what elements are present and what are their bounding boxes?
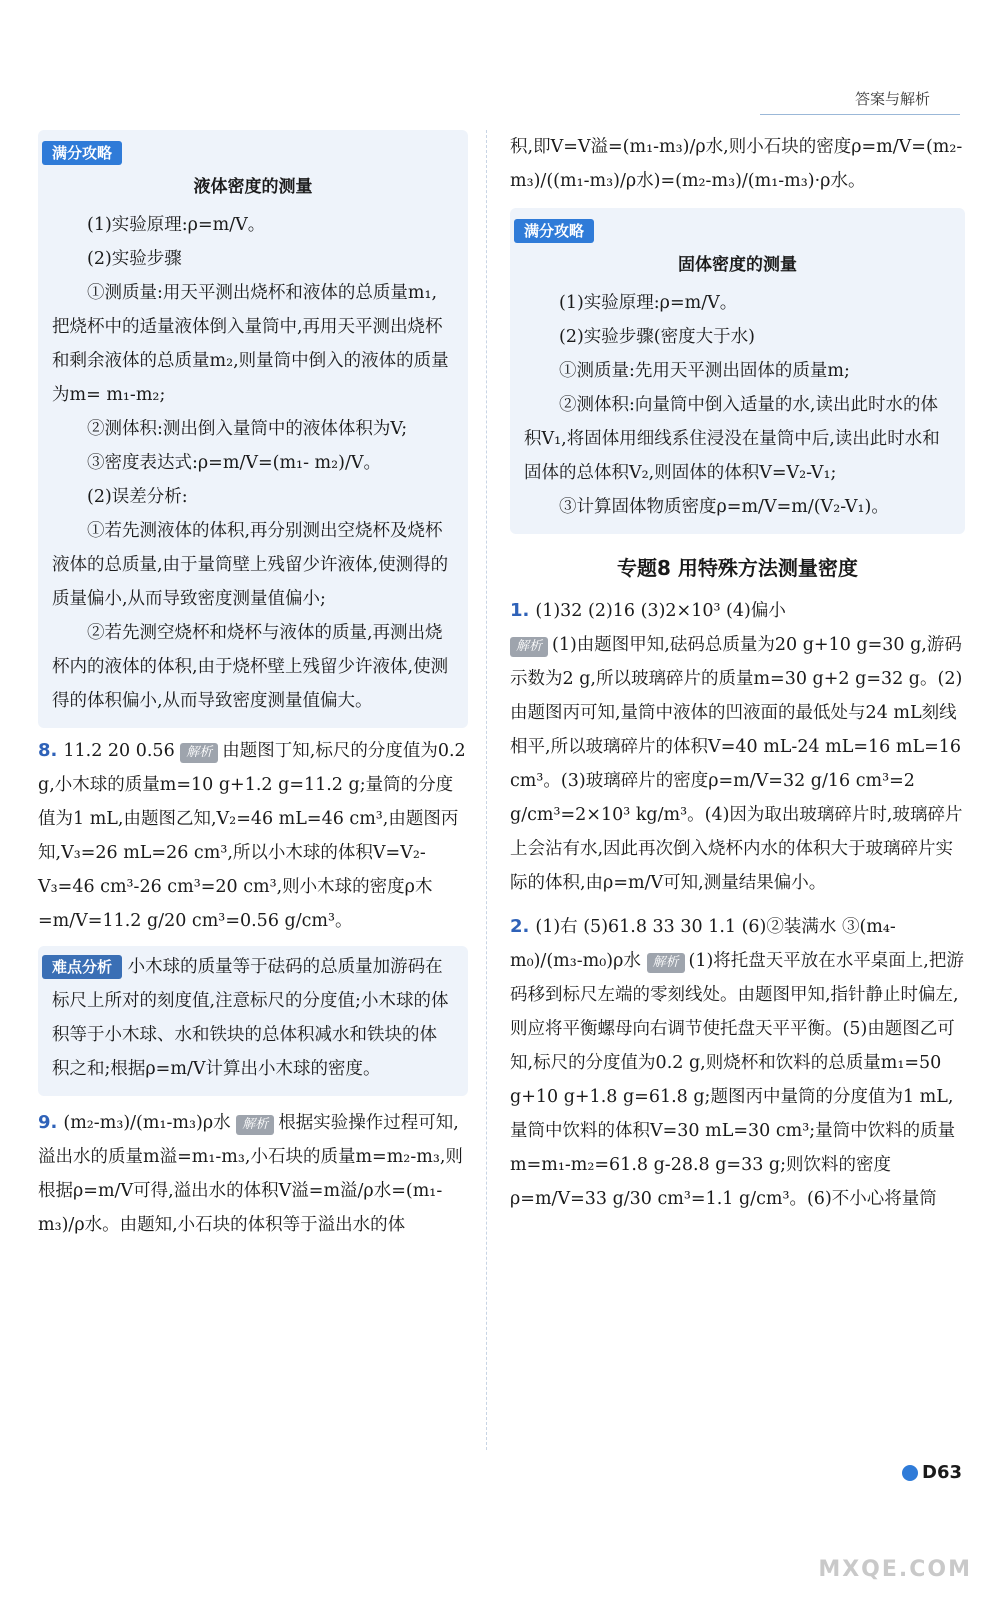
continuation-text: 积,即V=V溢=(m₁-m₃)/ρ水,则小石块的密度ρ=m/V=(m₂-m₃)/((m₁-m₃)/ρ水)=(m₂-m₃)/(m₁-m₃)·ρ水。 xyxy=(510,137,963,191)
question-8 xyxy=(38,734,468,938)
watermark: MXQE.COM xyxy=(818,1557,972,1582)
tips-tag: 满分攻略 xyxy=(42,141,122,165)
difficulty-tag: 难点分析 xyxy=(42,955,122,979)
header-title: 答案与解析 xyxy=(854,90,930,108)
tips-box-solid xyxy=(510,208,965,534)
section-title: 专题8 用特殊方法测量密度 xyxy=(617,556,858,580)
analysis-text: 根据实验操作过程可知,溢出水的质量m溢=m₁-m₃,小石块的质量m=m₂-m₃,则根据ρ=m/V可得,溢出水的体积V溢=m溢/ρ水=(m₁-m₃)/ρ水。由题知,小石块的体积等于溢出水的体 xyxy=(38,1113,463,1235)
tips-line: (2)误差分析: xyxy=(87,487,188,507)
analysis-badge: 解析 xyxy=(647,953,685,973)
answer: (1)右 (5)61.8 33 30 1.1 (6)②装满水 ③(m₄-m₀)/(m₃-m₀)ρ水 xyxy=(510,917,896,971)
tips-line: ②测体积:向量筒中倒入适量的水,读出此时水的体积V₁,将固体用细线系住浸没在量筒中后,读出此时水和固体的总体积V₂,则固体的体积V=V₂-V₁; xyxy=(524,395,940,483)
answer: 11.2 20 0.56 xyxy=(63,741,175,761)
tips-title: 固体密度的测量 xyxy=(678,255,797,275)
analysis-badge: 解析 xyxy=(180,743,218,763)
page-number-text: D63 xyxy=(922,1462,962,1483)
difficulty-text: 小木球的质量等于砝码的总质量加游码在标尺上所对的刻度值,注意标尺的分度值;小木球的体积等于小木球、水和铁块的总体积减水和铁块的体积之和;根据ρ=m/V计算出小木球的密度。 xyxy=(52,957,449,1079)
tips-line: ②测体积:测出倒入量筒中的液体体积为V; xyxy=(87,419,408,439)
answer: (1)32 (2)16 (3)2×10³ (4)偏小 xyxy=(535,601,786,621)
tips-line: (2)实验步骤(密度大于水) xyxy=(559,327,755,347)
page-number xyxy=(902,1462,962,1483)
analysis-text: (1)由题图甲知,砝码总质量为20 g+10 g=30 g,游码示数为2 g,所以玻璃碎片的质量m=30 g+2 g=32 g。(2)由题图丙可知,量筒中液体的凹液面的最低处与24 mL刻线相平,所以玻璃碎片的体积V=40 mL-24 mL=16 mL=16 cm³。(3)玻璃碎片的密度ρ=m/V=32 g/16 cm³=2 g/cm³=2×10³ kg/m³。(4)因为取出玻璃碎片时,玻璃碎片上会沾有水,因此再次倒入烧杯内水的体积大于玻璃碎片实际的体积,由ρ=m/V可知,测量结果偏小。 xyxy=(510,635,963,893)
question-number: 2. xyxy=(510,916,530,937)
question-2 xyxy=(510,910,965,1216)
analysis-badge: 解析 xyxy=(236,1115,274,1135)
tips-line: ③密度表达式:ρ=m/V=(m₁- m₂)/V。 xyxy=(87,453,382,473)
tips-line: (1)实验原理:ρ=m/V。 xyxy=(559,293,738,313)
difficulty-box xyxy=(38,946,468,1096)
tips-line: ②若先测空烧杯和烧杯与液体的质量,再测出烧杯内的液体的体积,由于烧杯壁上残留少许液体,使测得的体积偏小,从而导致密度测量值偏大。 xyxy=(52,623,449,711)
page-dot-icon xyxy=(902,1465,918,1481)
tips-box-liquid xyxy=(38,130,468,728)
tips-line: (2)实验步骤 xyxy=(87,249,182,269)
tips-line: ①测质量:用天平测出烧杯和液体的总质量m₁,把烧杯中的适量液体倒入量筒中,再用天平测出烧杯和剩余液体的总质量m₂,则量筒中倒入的液体的质量为m= m₁-m₂; xyxy=(52,283,449,405)
right-column xyxy=(510,130,965,1216)
analysis-text: 由题图丁知,标尺的分度值为0.2 g,小木球的质量m=10 g+1.2 g=11.2 g;量筒的分度值为1 mL,由题图乙知,V₂=46 mL=46 cm³,由题图丙知,V₃=26 mL=26 cm³,所以小木球的体积V=V₂-V₃=46 cm³-26 cm³=20 cm³,则小木球的密度ρ木=m/V=11.2 g/20 cm³=0.56 g/cm³。 xyxy=(38,741,466,931)
question-number: 9. xyxy=(38,1112,58,1133)
column-divider xyxy=(486,130,487,1450)
tips-line: ③计算固体物质密度ρ=m/V=m/(V₂-V₁)。 xyxy=(559,497,889,517)
answer: (m₂-m₃)/(m₁-m₃)ρ水 xyxy=(63,1113,231,1133)
question-9 xyxy=(38,1106,468,1242)
question-number: 1. xyxy=(510,600,530,621)
tips-line: ①若先测液体的体积,再分别测出空烧杯及烧杯液体的总质量,由于量筒壁上残留少许液体,使测得的质量偏小,从而导致密度测量值偏小; xyxy=(52,521,449,609)
analysis-text: (1)将托盘天平放在水平桌面上,把游码移到标尺左端的零刻线处。由题图甲知,指针静止时偏左,则应将平衡螺母向右调节使托盘天平平衡。(5)由题图乙可知,标尺的分度值为0.2 g,则烧杯和饮料的总质量m₁=50 g+10 g+1.8 g=61.8 g;题图丙中量筒的分度值为1 mL,量筒中饮料的体积V=30 mL=30 cm³;量筒中饮料的质量m=m₁-m₂=61.8 g-28.8 g=33 g;则饮料的密度ρ=m/V=33 g/30 cm³=1.1 g/cm³。(6)不小心将量筒 xyxy=(510,951,964,1209)
tips-tag: 满分攻略 xyxy=(514,219,594,243)
tips-title: 液体密度的测量 xyxy=(193,177,313,197)
question-1 xyxy=(510,594,965,900)
analysis-badge: 解析 xyxy=(510,637,548,657)
header-divider xyxy=(760,114,960,115)
left-column xyxy=(38,130,468,1242)
tips-line: (1)实验原理:ρ=m/V。 xyxy=(87,215,266,235)
question-number: 8. xyxy=(38,740,58,761)
tips-line: ①测质量:先用天平测出固体的质量m; xyxy=(559,361,850,381)
